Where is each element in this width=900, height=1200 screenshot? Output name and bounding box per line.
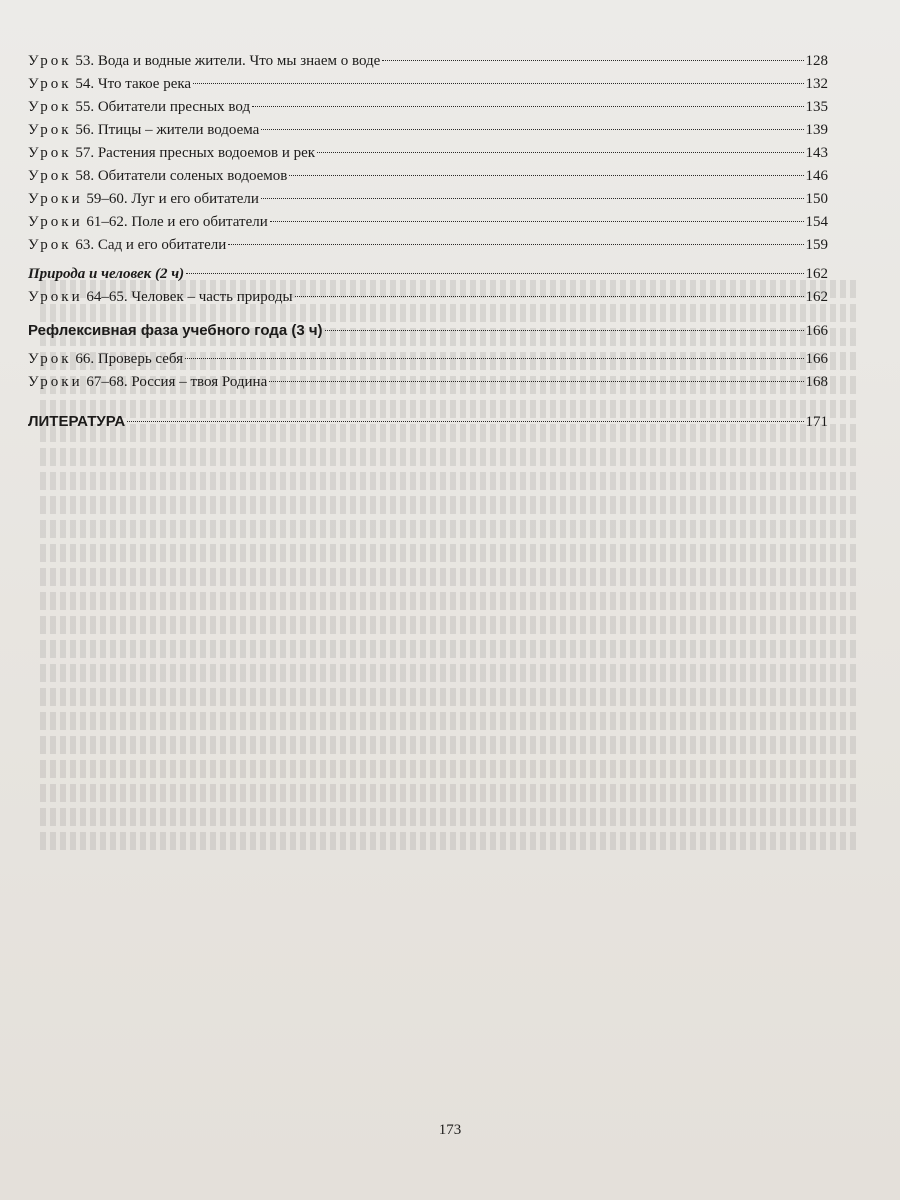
toc-page-number: 162 xyxy=(805,266,828,282)
table-of-contents xyxy=(28,50,828,433)
toc-page-number: 135 xyxy=(805,99,828,115)
toc-page-number: 139 xyxy=(805,122,828,138)
toc-entry: Урок 63. Сад и его обитатели 159 xyxy=(28,234,828,257)
toc-entry: Урок 55. Обитатели пресных вод 135 xyxy=(28,96,828,119)
toc-entry: Урок 53. Вода и водные жители. Что мы знаем о воде 128 xyxy=(28,50,828,73)
toc-page-number: 168 xyxy=(805,374,828,390)
toc-page-number: 166 xyxy=(805,351,828,367)
toc-entry: Урок 66. Проверь себя 166 xyxy=(28,348,828,371)
toc-page-number: 143 xyxy=(805,145,828,161)
section-title: Рефлексивная фаза учебного года (3 ч) xyxy=(28,322,323,339)
toc-page-number: 162 xyxy=(805,289,828,305)
toc-page-number: 166 xyxy=(805,323,828,339)
page-number: 173 xyxy=(438,1122,462,1138)
toc-page-number: 146 xyxy=(805,168,828,184)
toc-entry: Урок 54. Что такое река 132 xyxy=(28,73,828,96)
toc-page-number: 171 xyxy=(805,414,828,430)
toc-entry: Уроки 59–60. Луг и его обитатели 150 xyxy=(28,188,828,211)
toc-section-reflexive xyxy=(28,319,828,342)
toc-page-number: 132 xyxy=(805,76,828,92)
section-title: Природа и человек (2 ч) xyxy=(28,266,185,282)
toc-section-literature xyxy=(28,410,828,433)
toc-entry: Урок 56. Птицы – жители водоема 139 xyxy=(28,119,828,142)
toc-entry: Уроки 61–62. Поле и его обитатели 154 xyxy=(28,211,828,234)
section-title: ЛИТЕРАТУРА xyxy=(28,413,126,430)
toc-page-number: 128 xyxy=(805,53,828,69)
toc-entry: Урок 57. Растения пресных водоемов и рек 143 xyxy=(28,142,828,165)
toc-entry: Урок 58. Обитатели соленых водоемов 146 xyxy=(28,165,828,188)
toc-page-number: 159 xyxy=(805,237,828,253)
toc-section-nature xyxy=(28,263,828,286)
toc-entry: Уроки 64–65. Человек – часть природы 162 xyxy=(28,286,828,309)
toc-page-number: 154 xyxy=(805,214,828,230)
toc-page-number: 150 xyxy=(805,191,828,207)
toc-entry: Уроки 67–68. Россия – твоя Родина 168 xyxy=(28,371,828,394)
